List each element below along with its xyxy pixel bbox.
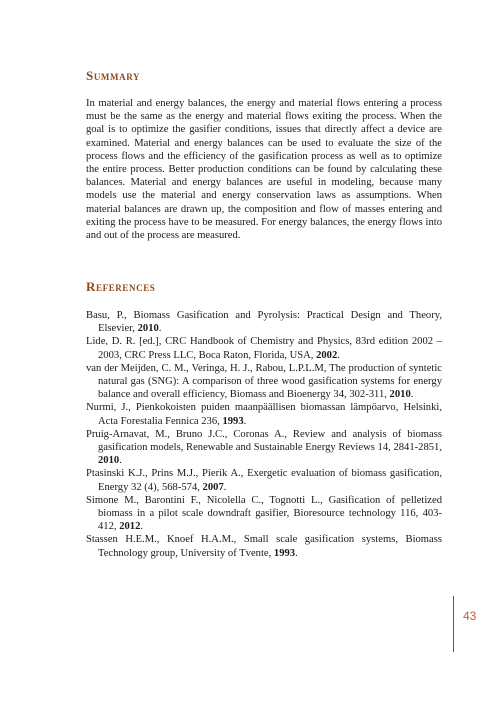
reference-text: Basu, P., Biomass Gasification and Pyrolysis: Practical Design and Theory, Elsevier,	[86, 310, 442, 335]
reference-text: Nurmi, J., Pienkokoisten puiden maanpäällisen biomassan lämpöarvo, Helsinki, Acta Forestalia Fennica 236,	[86, 402, 442, 427]
reference-end: .	[140, 521, 144, 533]
reference-item	[86, 335, 442, 361]
reference-year: 2007	[202, 481, 224, 493]
reference-item	[86, 309, 442, 335]
reference-end: .	[295, 547, 298, 559]
summary-heading: Summary	[86, 68, 141, 83]
reference-end: .	[223, 481, 227, 493]
page-number-rule	[453, 596, 454, 652]
references-list	[86, 309, 442, 560]
references-heading: References	[86, 279, 156, 294]
reference-item	[86, 428, 442, 468]
reference-text: Lide, D. R. [ed.], CRC Handbook of Chemistry and Physics, 83rd edition 2002 – 2003, CRC Press LLC, Boca Raton, Florida, USA,	[86, 336, 442, 361]
reference-item	[86, 533, 442, 559]
reference-item	[86, 362, 442, 402]
summary-paragraph: In material and energy balances, the energy and material flows entering a process must be the same as the energy and material flows exiting the process. When the goal is to optimize the gasifier conditions, issues that directly affect a device are examined. Material and energy balances can be used to evaluate the size of the process flows and the efficiency of the gasification process as well as to optimize the entire process. Better production conditions can be found by calculating these balances. Material and energy balances are useful in modeling, because many models use the material and energy conservation laws as assumptions. When material balances are drawn up, the composition and flow of masses entering and exiting the process have to be measured. For energy balances, the energy flows into and out of the process are measured.	[86, 98, 442, 242]
reference-item	[86, 494, 442, 534]
reference-year: 1993	[273, 547, 296, 559]
reference-year: 1993	[222, 415, 244, 427]
reference-year: 2010	[137, 323, 159, 335]
reference-end: .	[337, 349, 340, 361]
reference-text: van der Meijden, C. M., Veringa, H. J., Rabou, L.P.L.M, The production of syntetic natural gas (SNG): A comparison of three wood gasification systems for energy balance and overall efficiency, Biomass and Bioenergy 34, 302-311,	[86, 362, 442, 401]
reference-year: 2002	[316, 349, 338, 361]
reference-item	[86, 401, 442, 427]
page-number: 43	[463, 609, 477, 623]
reference-text: Pruig-Arnavat, M., Bruno J.C., Coronas A., Review and analysis of biomass gasification models, Renewable and Sustainable Energy Reviews 14, 2841-2851,	[86, 428, 442, 454]
reference-end: .	[410, 389, 414, 401]
reference-item	[86, 467, 442, 493]
reference-text: Ptasinski K.J., Prins M.J., Pierik A., Exergetic evaluation of biomass gasification, Energy 32 (4), 568-574,	[86, 468, 442, 493]
reference-year: 2010	[389, 389, 411, 401]
reference-end: .	[158, 323, 162, 335]
reference-end: .	[243, 415, 247, 427]
reference-year: 2012	[119, 521, 141, 533]
reference-year: 2010	[98, 455, 120, 467]
reference-end: .	[119, 455, 122, 467]
reference-text: Stassen H.E.M., Knoef H.A.M., Small scale gasification systems, Biomass Technology group, University of Tvente,	[86, 534, 442, 559]
reference-text: Simone M., Barontini F., Nicolella C., Tognotti L., Gasification of pelletized biomass in a pilot scale downdraft gasifier, Bioresource technology 116, 403-412,	[86, 494, 442, 533]
